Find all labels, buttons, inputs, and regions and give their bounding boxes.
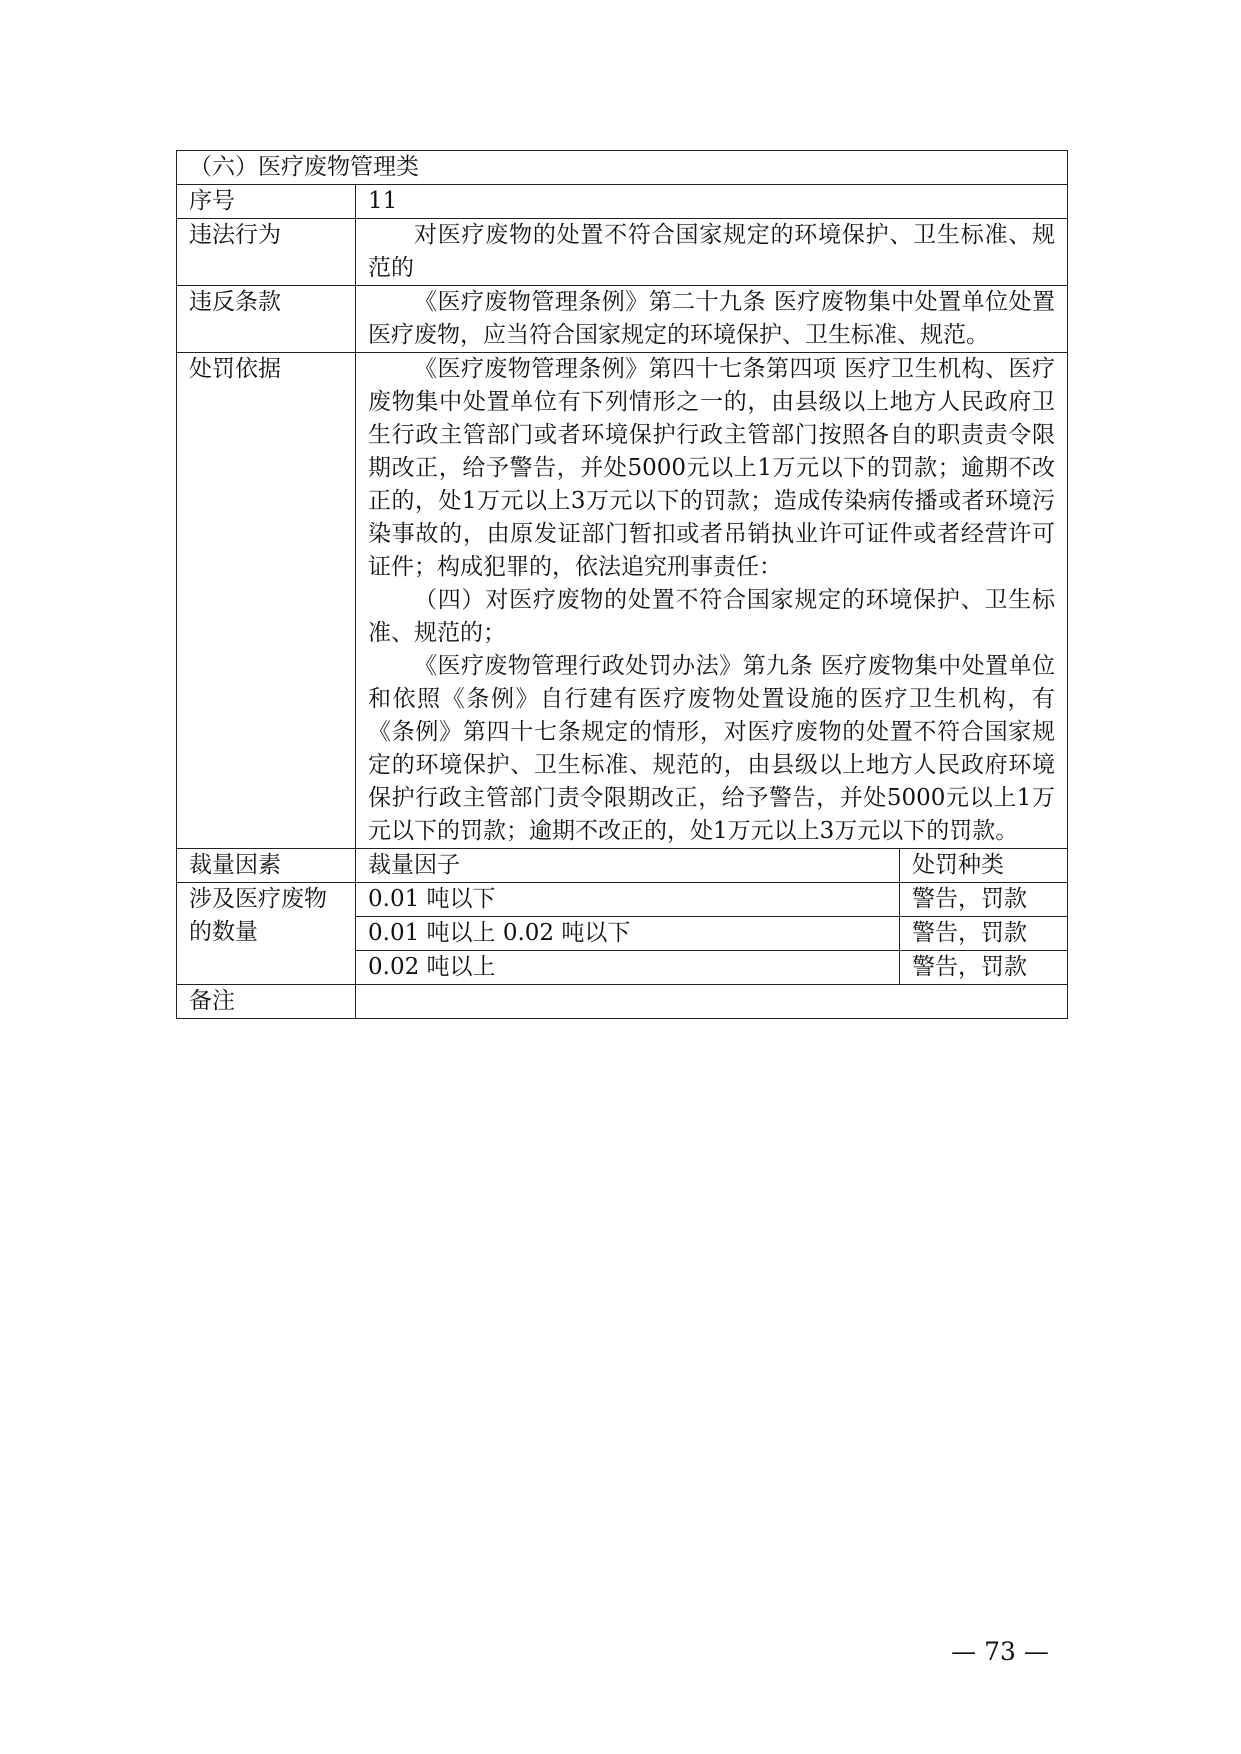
violation-text: 对医疗废物的处置不符合国家规定的环境保护、卫生标准、规范的 <box>368 222 1055 281</box>
penalty-type: 警告，罚款 <box>900 917 1068 951</box>
seq-value: 11 <box>356 185 1068 219</box>
discretion-row <box>177 883 1068 917</box>
violation-row <box>177 219 1068 286</box>
penalty-basis-label: 处罚依据 <box>177 353 356 849</box>
penalty-type: 警告，罚款 <box>900 951 1068 985</box>
discretion-header-row <box>177 849 1068 883</box>
section-title: （六）医疗废物管理类 <box>177 151 1068 185</box>
penalty-type: 警告，罚款 <box>900 883 1068 917</box>
violated-clause-text: 《医疗废物管理条例》第二十九条 医疗废物集中处置单位处置医疗废物，应当符合国家规定的环境保护、卫生标准、规范。 <box>368 289 1055 348</box>
violation-cell <box>356 219 1068 286</box>
remarks-value <box>356 985 1068 1019</box>
remarks-row <box>177 985 1068 1019</box>
discretion-subfactor: 0.01 吨以下 <box>356 883 900 917</box>
penalty-table <box>176 150 1068 1019</box>
discretion-factor-label: 涉及医疗废物的数量 <box>177 883 356 985</box>
page-number: — 73 — <box>951 1637 1049 1666</box>
violated-clause-cell <box>356 286 1068 353</box>
discretion-subfactor: 0.02 吨以上 <box>356 951 900 985</box>
remarks-label: 备注 <box>177 985 356 1019</box>
penalty-basis-paragraph: （四）对医疗废物的处置不符合国家规定的环境保护、卫生标准、规范的； <box>368 587 1055 646</box>
discretion-subfactor: 0.01 吨以上 0.02 吨以下 <box>356 917 900 951</box>
discretion-factor-header: 裁量因素 <box>177 849 356 883</box>
violated-clause-row <box>177 286 1068 353</box>
violation-label: 违法行为 <box>177 219 356 286</box>
section-title-row <box>177 151 1068 185</box>
penalty-basis-paragraph: 《医疗废物管理条例》第四十七条第四项 医疗卫生机构、医疗废物集中处置单位有下列情形之一的，由县级以上地方人民政府卫生行政主管部门或者环境保护行政主管部门按照各自的职责责令限期改正，给予警告，并处5000元以上1万元以下的罚款；逾期不改正的，处1万元以上3万元以下的罚款；造成传染病传播或者环境污染事故的，由原发证部门暂扣或者吊销执业许可证件或者经营许可证件；构成犯罪的，依法追究刑事责任： <box>368 356 1055 580</box>
seq-row <box>177 185 1068 219</box>
penalty-basis-paragraph: 《医疗废物管理行政处罚办法》第九条 医疗废物集中处置单位和依照《条例》自行建有医疗废物处置设施的医疗卫生机构，有《条例》第四十七条规定的情形，对医疗废物的处置不符合国家规定的环境保护、卫生标准、规范的，由县级以上地方人民政府环境保护行政主管部门责令限期改正，给予警告，并处5000元以上1万元以下的罚款；逾期不改正的，处1万元以上3万元以下的罚款。 <box>368 653 1055 844</box>
penalty-type-header: 处罚种类 <box>900 849 1068 883</box>
penalty-basis-row <box>177 353 1068 849</box>
seq-label: 序号 <box>177 185 356 219</box>
violated-clause-label: 违反条款 <box>177 286 356 353</box>
penalty-basis-cell <box>356 353 1068 849</box>
discretion-subfactor-header: 裁量因子 <box>356 849 900 883</box>
